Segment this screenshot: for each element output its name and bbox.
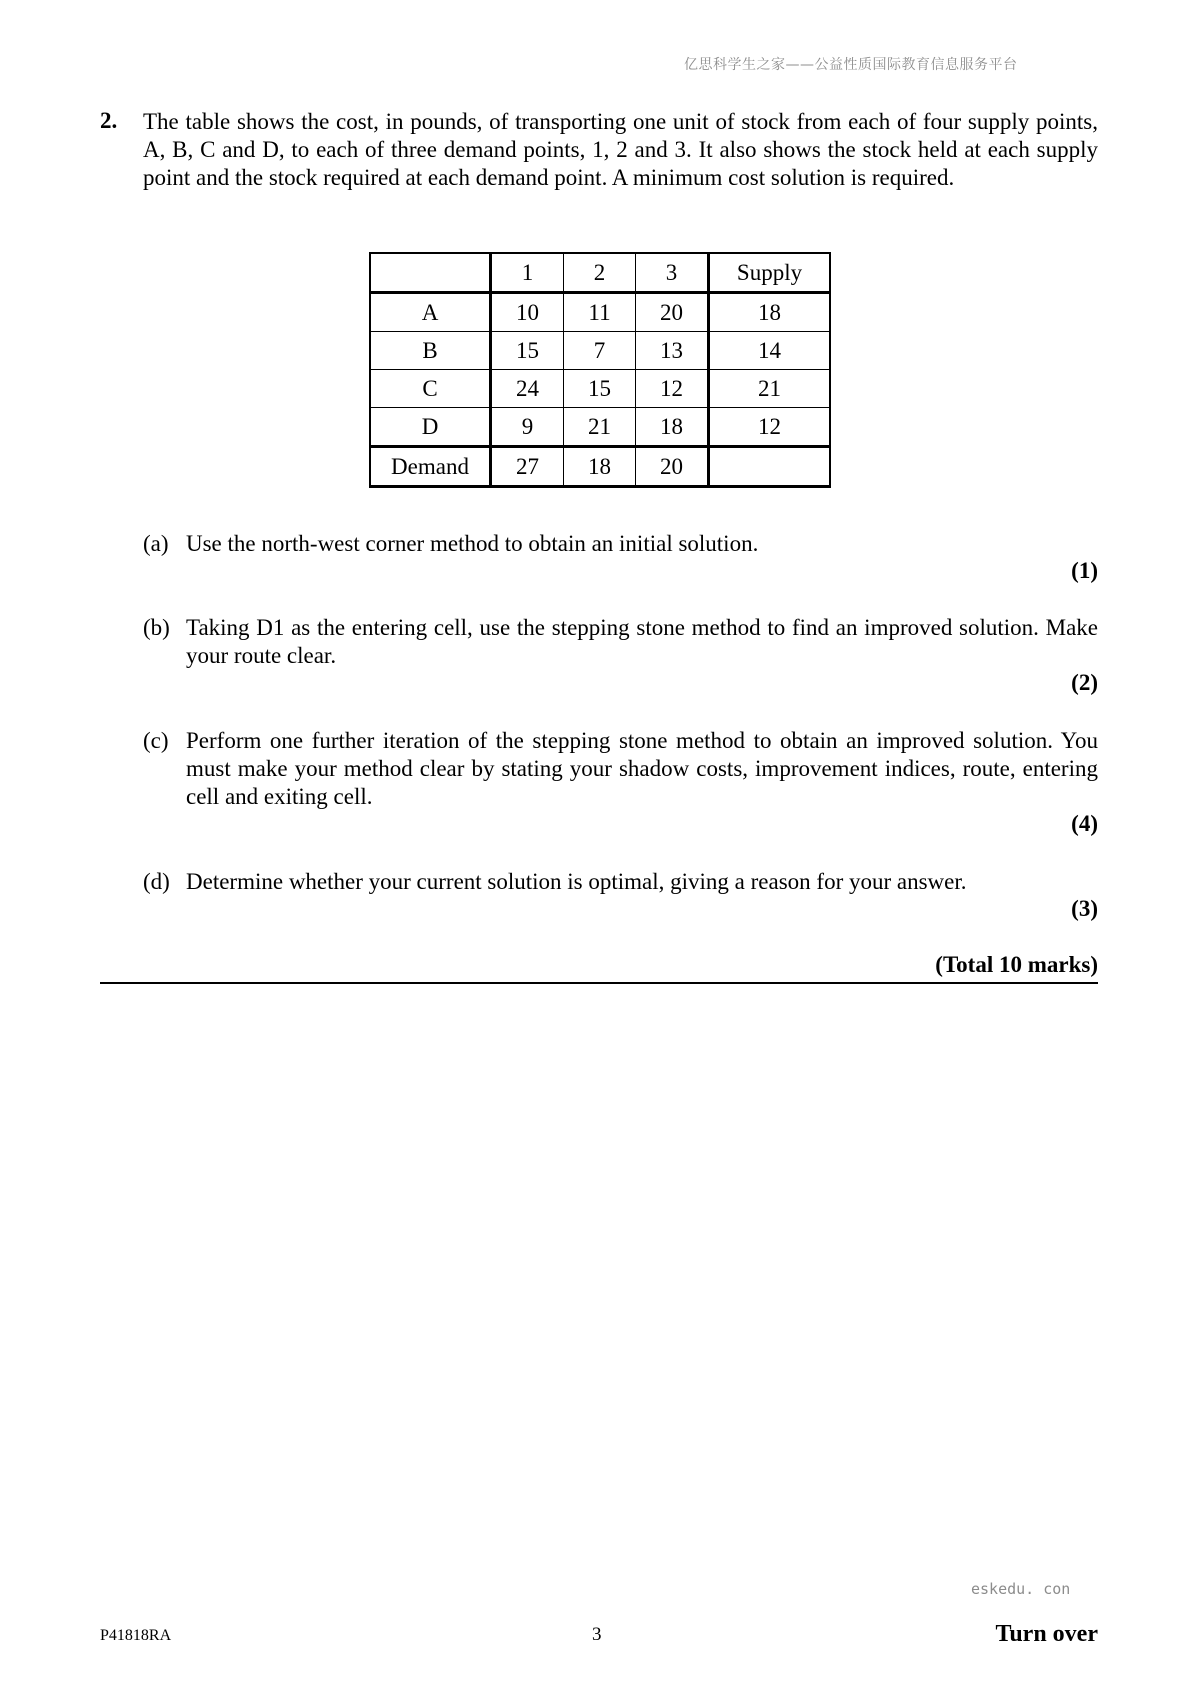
- question-stem: The table shows the cost, in pounds, of transporting one unit of stock from each of four supply points, A, B, C and D, to each of three demand points, 1, 2 and 3. It also shows the stock held at each supply point and the stock required at each demand point. A minimum cost solution is required.: [143, 109, 1098, 190]
- part-label: (b): [143, 615, 170, 640]
- table-cell: 13: [636, 332, 709, 370]
- table-cell: 15: [491, 332, 564, 370]
- table-cell: 9: [491, 408, 564, 447]
- table-cell: Demand: [370, 447, 491, 487]
- table-row-demand: [370, 447, 830, 487]
- marks-d: (3): [1071, 896, 1098, 921]
- table-cell: 2: [564, 253, 636, 293]
- table-row: [370, 293, 830, 332]
- table-cell: [709, 447, 831, 487]
- table-cell: 18: [709, 293, 831, 332]
- table-cell: B: [370, 332, 491, 370]
- table-cell: 7: [564, 332, 636, 370]
- table-cell: 27: [491, 447, 564, 487]
- table-header-row: [370, 253, 830, 293]
- table-cell: 11: [564, 293, 636, 332]
- marks-c: (4): [1071, 811, 1098, 836]
- table-cell: 3: [636, 253, 709, 293]
- table-cell: 15: [564, 370, 636, 408]
- cost-table: [369, 252, 831, 488]
- divider-rule: [100, 982, 1098, 984]
- table-row: [370, 332, 830, 370]
- table-cell: 14: [709, 332, 831, 370]
- table-cell: A: [370, 293, 491, 332]
- part-text: Determine whether your current solution is optimal, giving a reason for your answer.: [186, 869, 967, 894]
- part-text: Taking D1 as the entering cell, use the stepping stone method to find an improved solution. Make your route clear.: [186, 615, 1098, 668]
- table-cell: Supply: [709, 253, 831, 293]
- table-cell: 21: [709, 370, 831, 408]
- question-number: 2.: [100, 108, 118, 133]
- part-text: Perform one further iteration of the stepping stone method to obtain an improved solution. You must make your method clear by stating your shadow costs, improvement indices, route, entering cell and exiting cell.: [186, 728, 1098, 809]
- part-label: (a): [143, 531, 169, 556]
- part-text: Use the north-west corner method to obtain an initial solution.: [186, 531, 759, 556]
- table-row: [370, 370, 830, 408]
- marks-b: (2): [1071, 670, 1098, 695]
- table-cell: 18: [564, 447, 636, 487]
- page-number: 3: [592, 1624, 602, 1645]
- total-marks: (Total 10 marks): [935, 952, 1098, 977]
- paper-code: P41818RA: [100, 1627, 172, 1644]
- table-cell: 12: [636, 370, 709, 408]
- table-cell: 18: [636, 408, 709, 447]
- watermark-bottom: eskedu. con: [971, 1580, 1071, 1598]
- table-cell: 24: [491, 370, 564, 408]
- table-cell: C: [370, 370, 491, 408]
- table-cell: 21: [564, 408, 636, 447]
- part-label: (c): [143, 728, 169, 753]
- part-label: (d): [143, 869, 170, 894]
- turn-over: Turn over: [995, 1621, 1098, 1647]
- marks-a: (1): [1071, 558, 1098, 583]
- table-cell: [370, 253, 491, 293]
- table-cell: 20: [636, 293, 709, 332]
- table-cell: 1: [491, 253, 564, 293]
- table-row: [370, 408, 830, 447]
- table-cell: D: [370, 408, 491, 447]
- table-cell: 12: [709, 408, 831, 447]
- watermark-top: 亿思科学生之家——公益性质国际教育信息服务平台: [684, 57, 1018, 73]
- table-cell: 20: [636, 447, 709, 487]
- table-cell: 10: [491, 293, 564, 332]
